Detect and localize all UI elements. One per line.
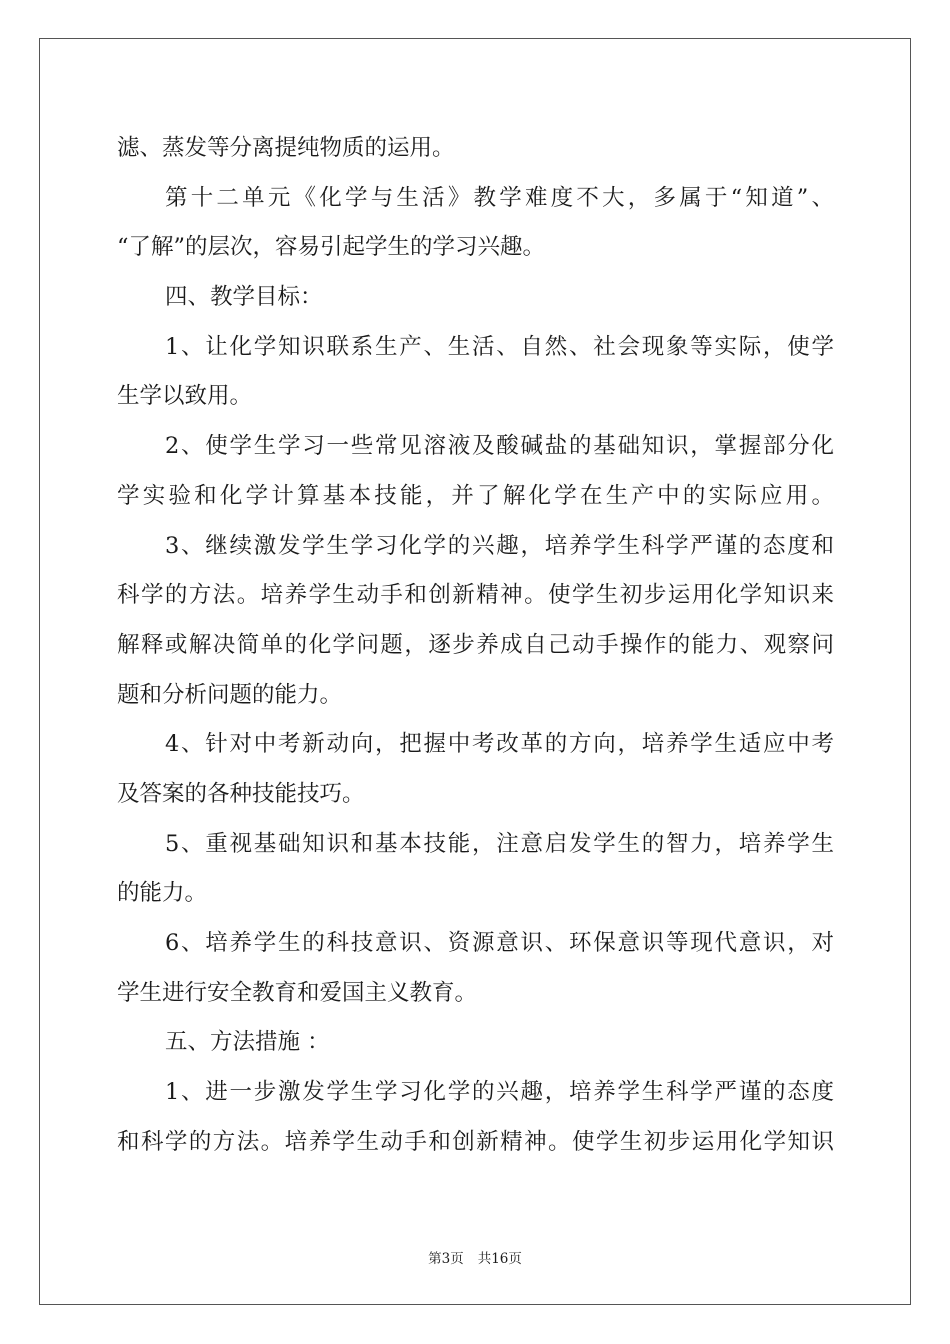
text-line: 第十二单元《化学与生活》教学难度不大，多属于“知道”、: [165, 184, 834, 211]
text-line: 1、让化学知识联系生产、生活、自然、社会现象等实际，使学: [165, 333, 834, 360]
text-line: 3、继续激发学生学习化学的兴趣，培养学生科学严谨的态度和: [165, 532, 834, 559]
text-line: 2、使学生学习一些常见溶液及酸碱盐的基础知识，掌握部分化: [165, 433, 834, 460]
section-heading: 五、方法措施 ：: [165, 1029, 330, 1056]
text-line: 6、培养学生的科技意识、资源意识、环保意识等现代意识，对: [165, 930, 834, 956]
text-line: 解释或解决简单的化学问题，逐步养成自己动手操作的能力、观察问: [117, 631, 834, 658]
page-total: 共16页: [477, 1251, 522, 1267]
text-line: 5、重视基础知识和基本技能，注意启发学生的智力，培养学生: [165, 830, 834, 857]
text-line: 生学以致用。: [117, 383, 253, 410]
text-line: 学生进行安全教育和爱国主义教育。: [117, 979, 478, 1006]
document-body: [117, 124, 834, 1167]
text-line: 及答案的各种技能技巧。: [117, 780, 365, 807]
page-number: 第3页: [428, 1251, 464, 1267]
text-line: 1、进一步激发学生学习化学的兴趣，培养学生科学严谨的态度: [165, 1079, 834, 1106]
text-line: 的能力。: [117, 880, 208, 907]
text-line: 科学的方法。培养学生动手和创新精神。使学生初步运用化学知识来: [117, 582, 834, 609]
page-footer: [0, 1247, 950, 1267]
text-line: “了解”的层次，容易引起学生的学习兴趣。: [117, 234, 546, 261]
text-line: 滤、蒸发等分离提纯物质的运用。: [117, 135, 455, 161]
text-line: 4、针对中考新动向，把握中考改革的方向，培养学生适应中考: [165, 731, 834, 758]
text-line: 和科学的方法。培养学生动手和创新精神。使学生初步运用化学知识: [117, 1128, 834, 1155]
text-line: 题和分析问题的能力。: [117, 681, 343, 708]
section-heading: 四、教学目标：: [165, 284, 323, 311]
text-line: 学实验和化学计算基本技能，并了解化学在生产中的实际应用。: [117, 482, 834, 509]
